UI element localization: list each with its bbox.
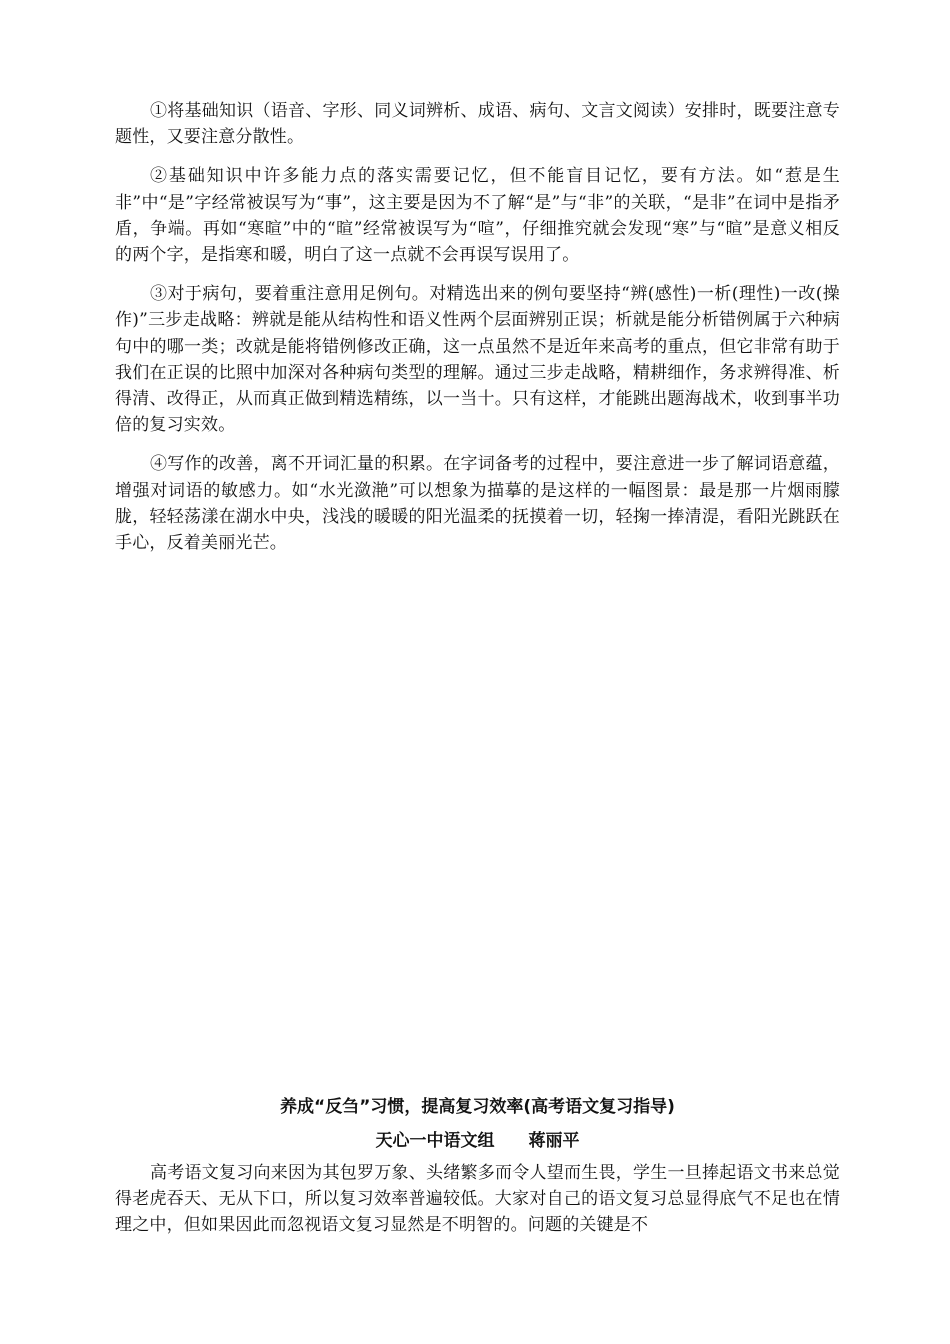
- article-paragraph: 高考语文复习向来因为其包罗万象、头绪繁多而令人望而生畏，学生一旦捧起语文书来总觉得老虎吞天、无从下口，所以复习效率普遍较低。大家对自己的语文复习总显得底气不足也在情理之中，但如果因此而忽视语文复习显然是不明智的。问题的关键是不: [115, 1163, 840, 1236]
- byline: [115, 1126, 840, 1156]
- paragraph-writing-vocabulary: ④写作的改善，离不开词汇量的积累。在字词备考的过程中，要注意进一步了解词语意蕴，增强对词语的敏感力。如“水光潋滟”可以想象为描摹的是这样的一幅图景：最是那一片烟雨朦胧，轻轻荡漾在湖水中央，浅浅的暖暖的阳光温柔的抚摸着一切，轻掬一捧清湜，看阳光跳跃在手心，反着美丽光芒。: [115, 454, 840, 554]
- article-section: [115, 1092, 840, 1252]
- article-title: 养成“反刍”习惯，提高复习效率(高考语文复习指导): [280, 1097, 675, 1117]
- paragraph-sick-sentences: ③对于病句，要着重注意用足例句。对精选出来的例句要坚持“辨(感性)一析(理性)一改(操作)”三步走战略：辨就是能从结构性和语义性两个层面辨别正误；析就是能分析错例属于六种病句中的哪一类；改就是能将错例修改正确，这一点虽然不是近年来高考的重点，但它非常有助于我们在正误的比照中加深对各种病句类型的理解。通过三步走战略，精耕细作，务求辨得准、析得清、改得正，从而真正做到精选精练，以一当十。只有这样，才能跳出题海战术，收到事半功倍的复习实效。: [115, 284, 840, 436]
- author-name: 蒋丽平: [528, 1131, 580, 1151]
- paragraph-basic-knowledge: ①将基础知识（语音、字形、同义词辨析、成语、病句、文言文阅读）安排时，既要注意专题性，又要注意分散性。: [115, 101, 840, 148]
- school-name: 天心一中语文组: [375, 1131, 495, 1151]
- paragraph-memorization: ②基础知识中许多能力点的落实需要记忆，但不能盲目记忆，要有方法。如“惹是生非”中“是”字经常被误写为“事”，这主要是因为不了解“是”与“非”的关联，“是非”在词中是指矛盾，争端。再如“寒暄”中的“暄”经常被误写为“喧”，仔细推究就会发现“寒”与“暄”是意义相反的两个字，是指寒和暖，明白了这一点就不会再误写误用了。: [115, 166, 840, 266]
- study-tips-section: [115, 98, 840, 569]
